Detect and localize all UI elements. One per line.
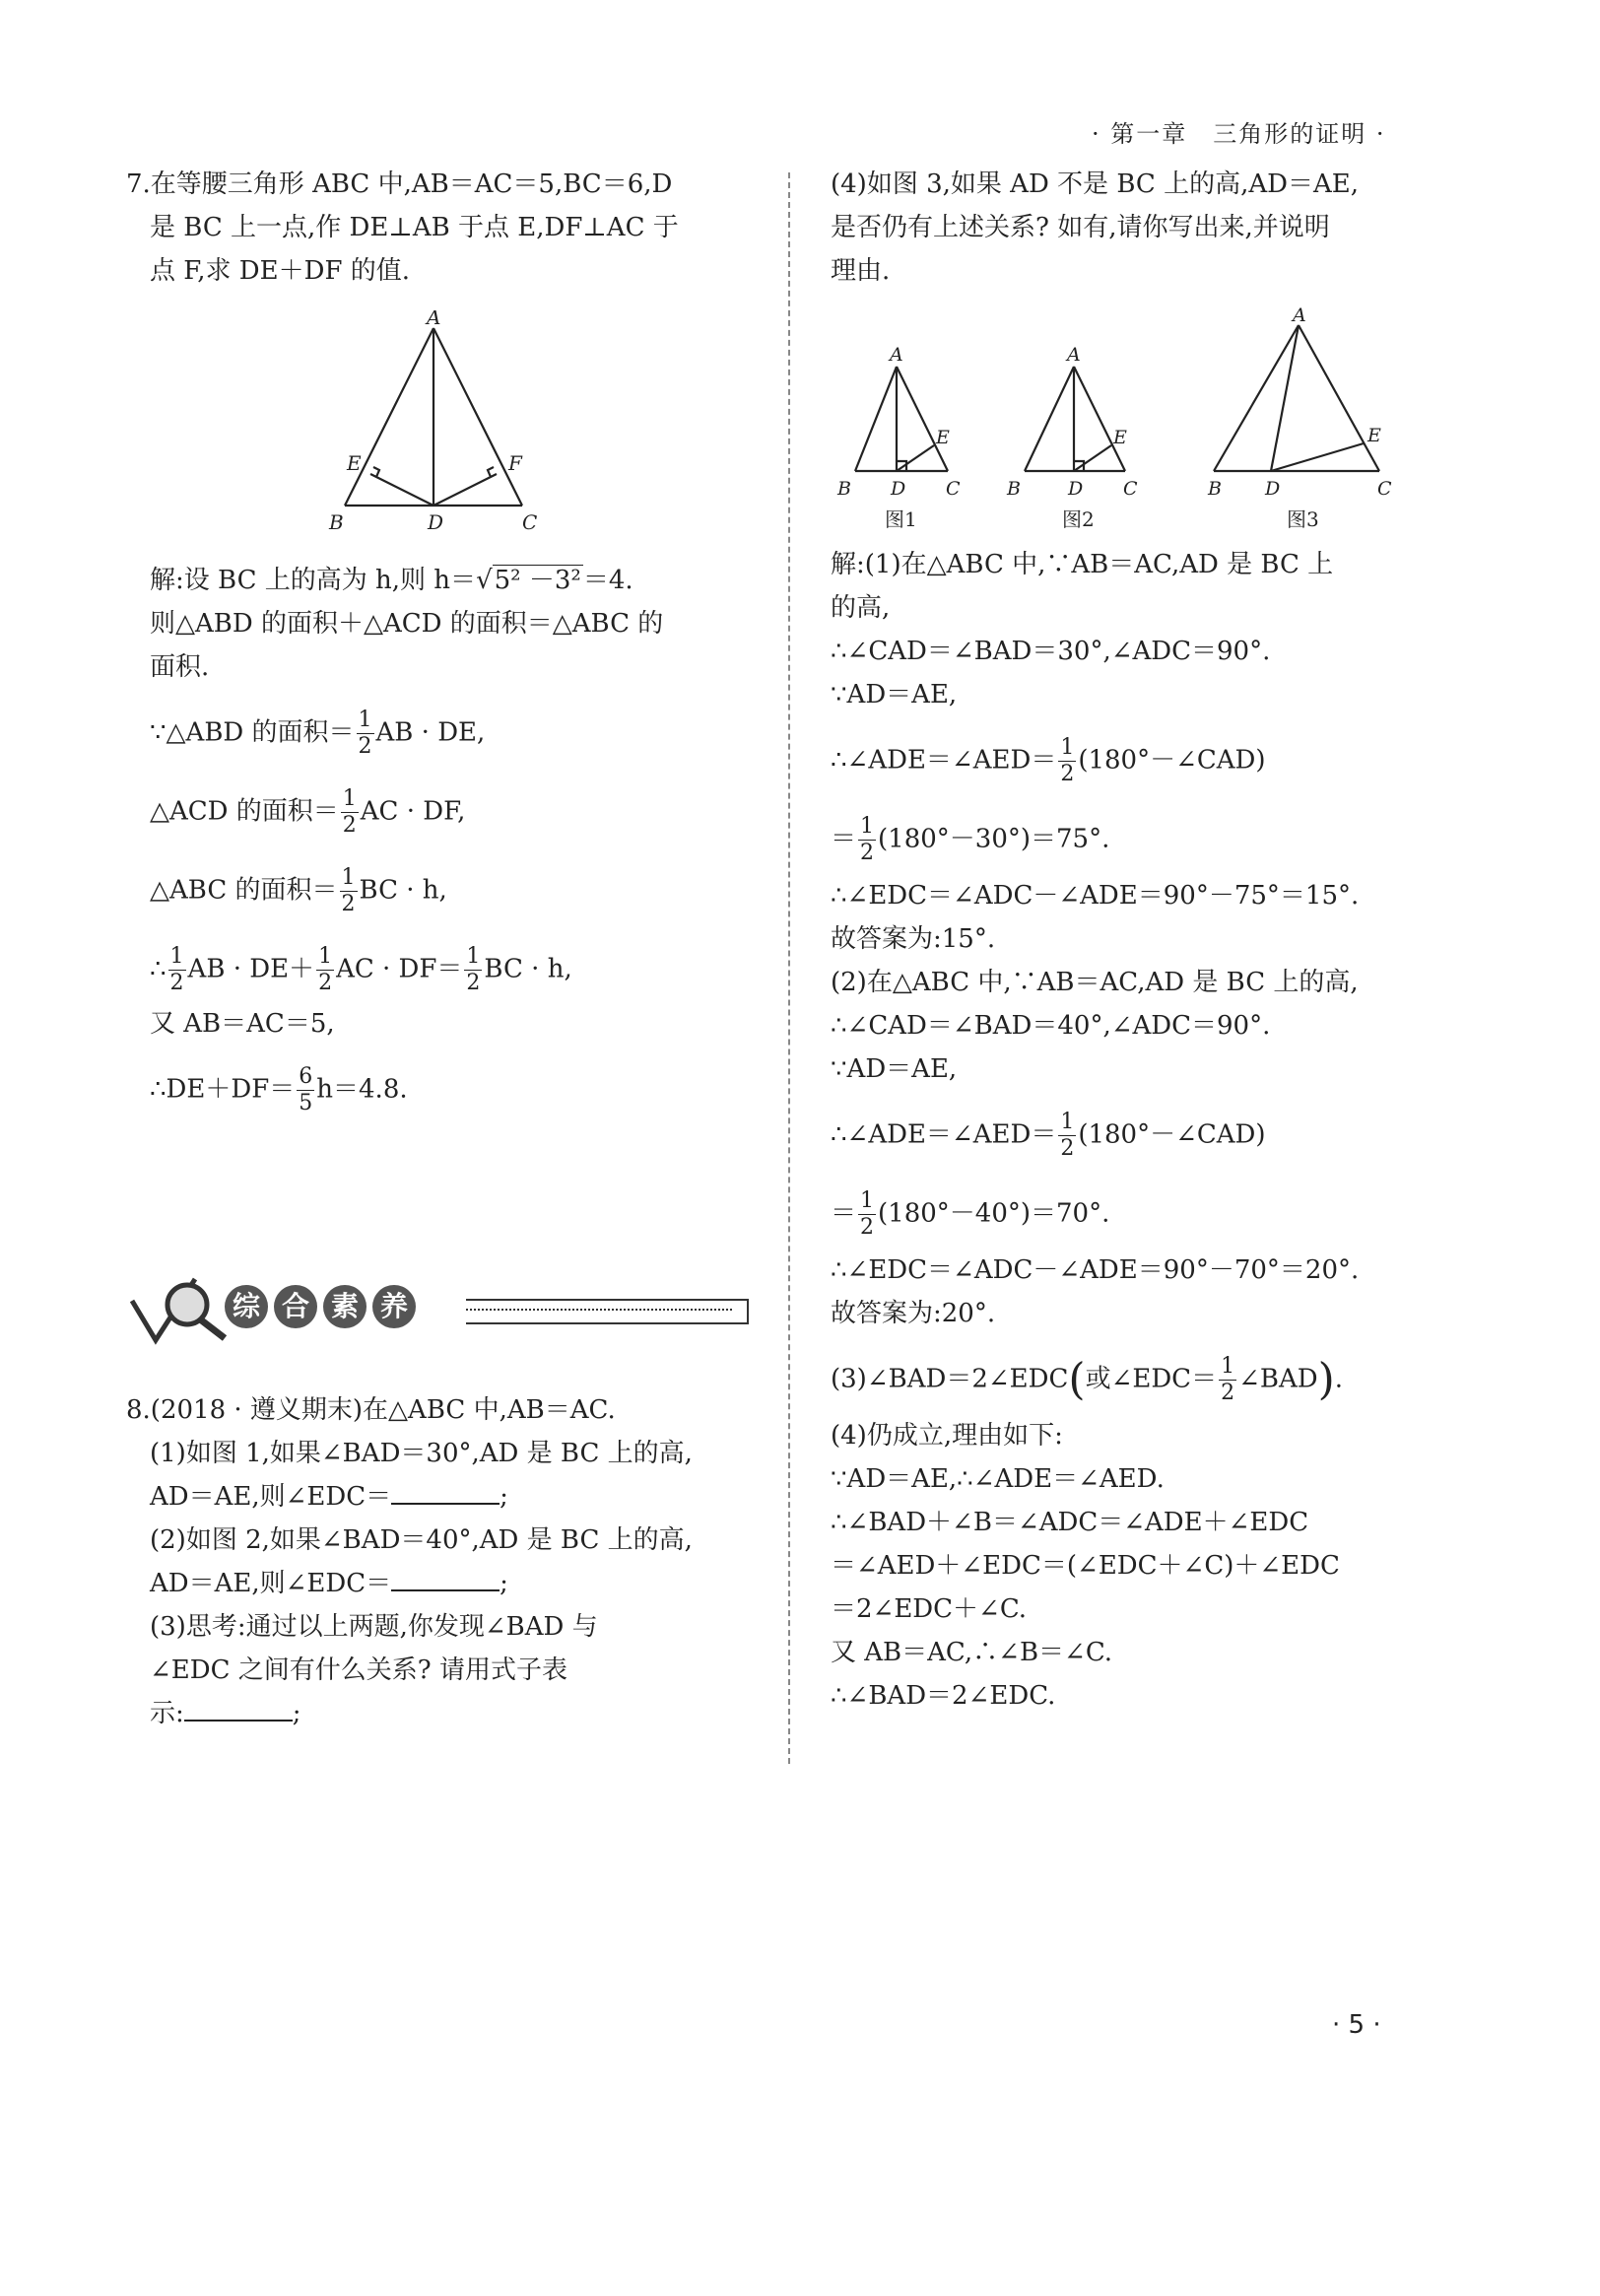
sol-line: ∴∠ADE＝∠AED＝ $\frac{1}{2}$ (180°－∠CAD) (831, 1110, 1266, 1161)
page-number: · 5 · (1332, 2010, 1381, 2040)
label-c: C (522, 510, 538, 534)
banner-char: 综 (225, 1285, 268, 1328)
fig3-label-d: D (1265, 478, 1281, 500)
banner-dashes (466, 1309, 732, 1311)
q7-line: 点 F,求 DE＋DF 的值. (150, 256, 411, 286)
q8-line: AD＝AE,则∠EDC＝ ; (150, 1569, 508, 1598)
fig1-caption: 图1 (885, 507, 917, 531)
banner-rule (466, 1299, 749, 1324)
fraction: $\frac{1}{2}$ (466, 944, 481, 995)
fraction: $\frac{6}{5}$ (299, 1064, 313, 1115)
fraction: $\frac{1}{2}$ (1060, 735, 1075, 786)
sol-line (150, 568, 633, 593)
fig3-label-b: B (1208, 478, 1222, 500)
q7-triangle-figure (325, 310, 581, 537)
q8p4-line: 理由. (831, 256, 891, 286)
fraction: $\frac{1}{2}$ (341, 865, 356, 916)
fig3-label-e: E (1367, 425, 1381, 446)
fraction: $\frac{1}{2}$ (169, 944, 184, 995)
fraction: $\frac{1}{2}$ (860, 814, 875, 865)
sol-line: ＝ $\frac{1}{2}$ (180°－40°)＝70°. (831, 1188, 1110, 1240)
sol-line: ＝∠AED＋∠EDC＝(∠EDC＋∠C)＋∠EDC (831, 1551, 1340, 1581)
section-banner (126, 1271, 747, 1350)
fraction: $\frac{1}{2}$ (1221, 1354, 1235, 1405)
sol-line: 故答案为:15°. (831, 924, 996, 954)
sol-line: ∵AD＝AE,∴∠ADE＝∠AED. (831, 1464, 1165, 1494)
sol-line: 则△ABD 的面积＋△ACD 的面积＝△ABC 的 (150, 609, 664, 639)
q8-line: (1)如图 1,如果∠BAD＝30°,AD 是 BC 上的高, (150, 1439, 693, 1468)
fig2-label-a: A (1067, 344, 1081, 366)
sol-line: 又 AB＝AC,∴∠B＝∠C. (831, 1638, 1113, 1667)
label-f: F (508, 451, 522, 475)
label-d: D (428, 510, 444, 534)
sol-line: (2)在△ABC 中,∵AB＝AC,AD 是 BC 上的高, (831, 968, 1359, 997)
fraction: $\frac{1}{2}$ (318, 944, 333, 995)
sol-line: ∵△ABD 的面积＝ $\frac{1}{2}$ AB · DE, (150, 708, 486, 759)
fig1-label-d: D (891, 478, 906, 500)
sol-line: ∵AD＝AE, (831, 1054, 958, 1084)
chapter-header: · 第一章 三角形的证明 · (1092, 120, 1386, 148)
fraction: $\frac{1}{2}$ (1060, 1110, 1075, 1161)
fig3-label-c: C (1377, 478, 1392, 500)
fig1-label-b: B (837, 478, 851, 500)
sol-line: 面积. (150, 652, 210, 682)
sol-line: 解:(1)在△ABC 中,∵AB＝AC,AD 是 BC 上 (831, 550, 1334, 579)
fig1-label-e: E (936, 427, 950, 448)
fig2-label-b: B (1007, 478, 1021, 500)
q7-line: 7.在等腰三角形 ABC 中,AB＝AC＝5,BC＝6,D (126, 169, 673, 199)
fig2-caption: 图2 (1062, 507, 1095, 531)
q7-line: 是 BC 上一点,作 DE⊥AB 于点 E,DF⊥AC 于 (150, 213, 679, 242)
sol-line: ∵AD＝AE, (831, 680, 958, 709)
sol-line: (4)仍成立,理由如下: (831, 1421, 1063, 1451)
q8-line: 示: ; (150, 1699, 301, 1728)
fig3-caption: 图3 (1287, 507, 1319, 531)
sol-line: ∴∠EDC＝∠ADC－∠ADE＝90°－70°＝20°. (831, 1255, 1360, 1285)
q8p4-line: 是否仍有上述关系? 如有,请你写出来,并说明 (831, 213, 1330, 242)
label-a: A (427, 310, 441, 329)
banner-char: 素 (323, 1285, 367, 1328)
sol-line: ∴∠CAD＝∠BAD＝30°,∠ADC＝90°. (831, 637, 1271, 666)
label-b: B (329, 510, 344, 534)
fig2-label-e: E (1113, 427, 1127, 448)
column-divider (788, 172, 790, 1764)
sol-line: ∴∠CAD＝∠BAD＝40°,∠ADC＝90°. (831, 1011, 1271, 1041)
answer-blank[interactable] (391, 1589, 500, 1591)
sol-text: ＝4. (582, 566, 633, 595)
sol-line: 故答案为:20°. (831, 1299, 996, 1328)
fig2-label-c: C (1123, 478, 1138, 500)
answer-blank[interactable] (391, 1503, 500, 1505)
answer-blank[interactable] (184, 1720, 293, 1722)
banner-char: 养 (372, 1285, 416, 1328)
sol-line: △ABC 的面积＝ $\frac{1}{2}$ BC · h, (150, 865, 447, 916)
q8-line: AD＝AE,则∠EDC＝ ; (150, 1482, 508, 1512)
fraction: $\frac{1}{2}$ (860, 1188, 875, 1240)
sol-line: 又 AB＝AC＝5, (150, 1009, 335, 1039)
sol-line: ∴ $\frac{1}{2}$ AB · DE＋ $\frac{1}{2}$ AC · DF＝ $\frac{1}{2}$ BC · h, (150, 944, 572, 995)
fig2-label-d: D (1068, 478, 1084, 500)
sol-line: ∴∠BAD＝2∠EDC. (831, 1681, 1056, 1711)
q8-line: (2)如图 2,如果∠BAD＝40°,AD 是 BC 上的高, (150, 1525, 693, 1555)
sol-line: ∴∠ADE＝∠AED＝ $\frac{1}{2}$ (180°－∠CAD) (831, 735, 1266, 786)
magnifier-check-icon (126, 1271, 234, 1350)
fig1-label-c: C (946, 478, 961, 500)
sol-line: (3)∠BAD＝2∠EDC(或∠EDC＝ $\frac{1}{2}$ ∠BAD). (831, 1354, 1344, 1405)
label-e: E (347, 451, 362, 475)
q8-line: (3)思考:通过以上两题,你发现∠BAD 与 (150, 1612, 598, 1642)
sol-line: ＝ $\frac{1}{2}$ (180°－30°)＝75°. (831, 814, 1110, 865)
sol-line: 的高, (831, 593, 891, 623)
sol-line: ＝2∠EDC＋∠C. (831, 1594, 1028, 1624)
sol-line: ∴∠EDC＝∠ADC－∠ADE＝90°－75°＝15°. (831, 881, 1360, 911)
sol-line: △ACD 的面积＝ $\frac{1}{2}$ AC · DF, (150, 786, 466, 838)
banner-badges (225, 1285, 416, 1328)
fig1-label-a: A (890, 344, 903, 366)
sol-line: ∴DE＋DF＝ $\frac{6}{5}$ h＝4.8. (150, 1064, 408, 1115)
sol-line: ∴∠BAD＋∠B＝∠ADC＝∠ADE＋∠EDC (831, 1508, 1309, 1537)
q8p4-line: (4)如图 3,如果 AD 不是 BC 上的高,AD＝AE, (831, 169, 1359, 199)
q8-line: 8.(2018 · 遵义期末)在△ABC 中,AB＝AC. (126, 1395, 616, 1425)
sqrt-expression: √5² －3² (476, 566, 581, 595)
q8-line: ∠EDC 之间有什么关系? 请用式子表 (150, 1655, 567, 1685)
figures-1-2-3 (828, 307, 1419, 539)
fig3-label-a: A (1293, 307, 1306, 326)
banner-char: 合 (274, 1285, 317, 1328)
fraction: $\frac{1}{2}$ (358, 708, 372, 759)
sol-text: 解:设 BC 上的高为 h,则 h＝ (150, 566, 477, 595)
fraction: $\frac{1}{2}$ (342, 786, 357, 838)
